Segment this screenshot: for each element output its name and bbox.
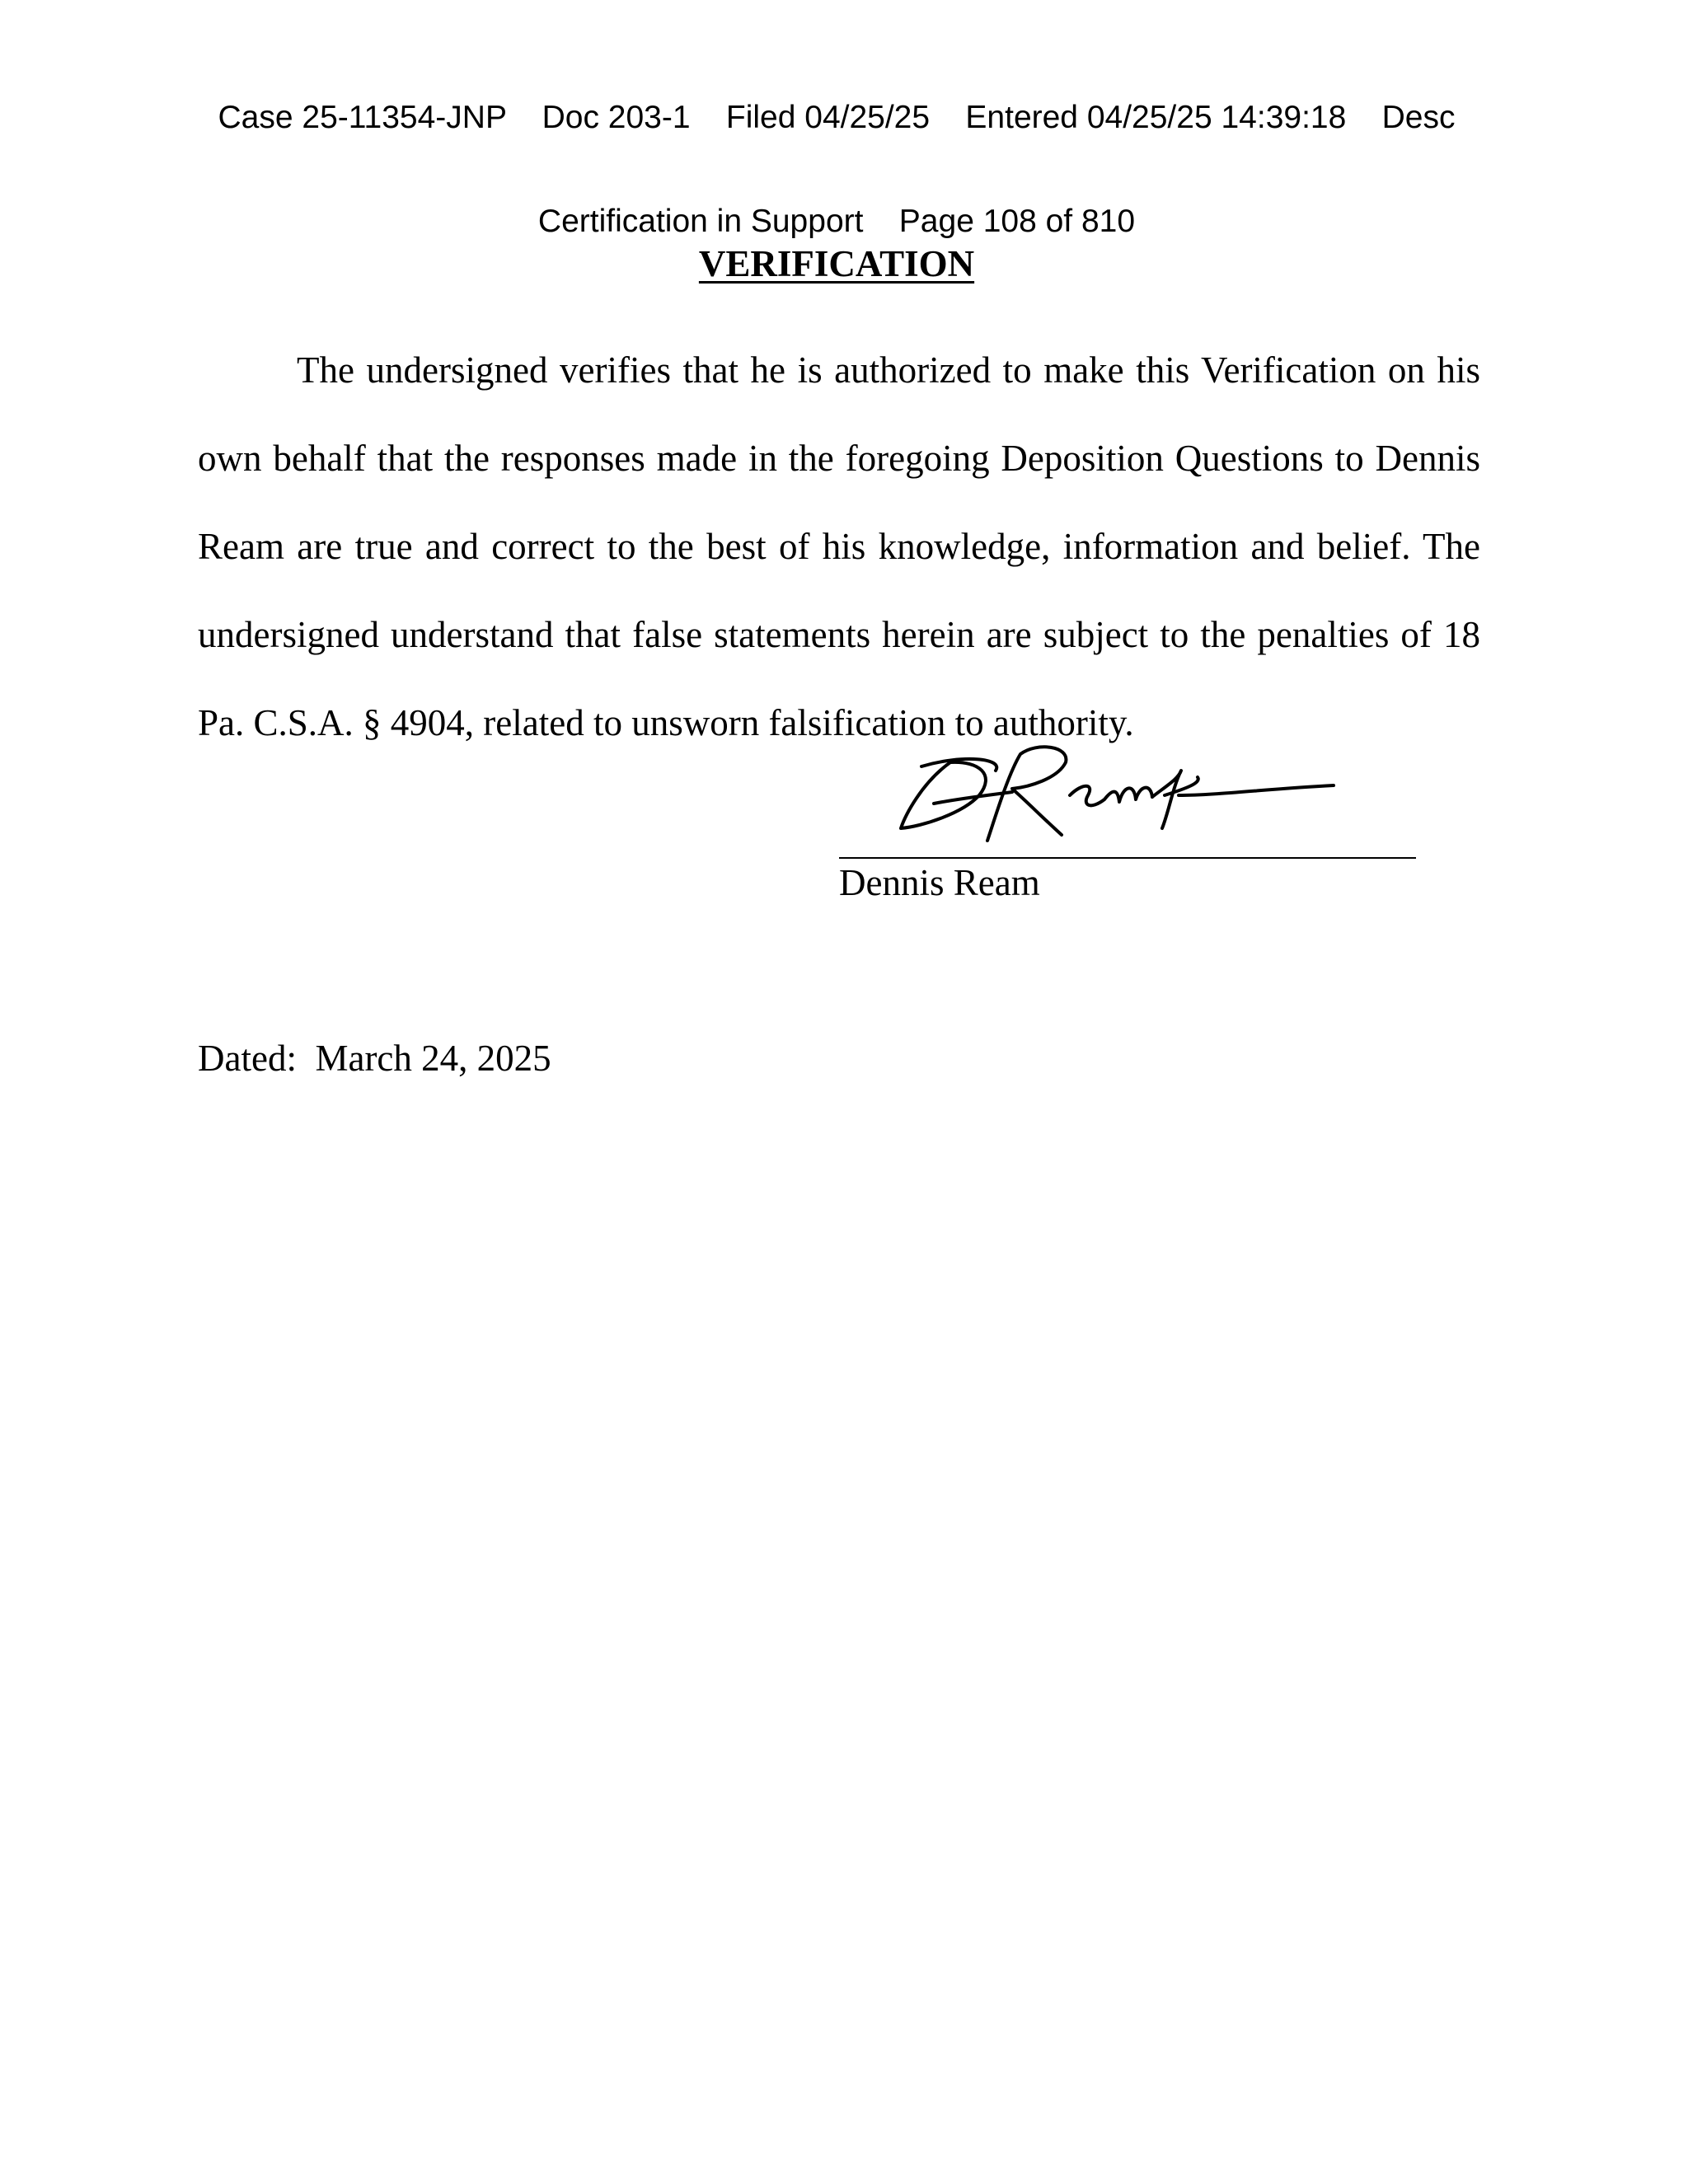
document-title: VERIFICATION bbox=[698, 243, 975, 284]
dated-label: Dated: bbox=[198, 1038, 297, 1079]
verification-paragraph: The undersigned verifies that he is authorized to make this Verification on his own behalf that the responses made in the foregoing Deposition Questions to Dennis Ream are true and correct to the best of his knowledge, information and belief. The undersigned understand that false statements herein are subject to the penalties of 18 Pa. C.S.A. § 4904, related to unsworn falsification to authority. bbox=[198, 349, 1480, 743]
signature-line bbox=[839, 857, 1416, 859]
dated-value: March 24, 2025 bbox=[315, 1038, 551, 1079]
handwritten-signature bbox=[872, 738, 1350, 853]
signer-name: Dennis Ream bbox=[839, 862, 1040, 903]
filing-header-line-1: Case 25-11354-JNP Doc 203-1 Filed 04/25/25 Entered 04/25/25 14:39:18 Desc bbox=[218, 100, 1456, 135]
filing-header bbox=[0, 31, 1673, 274]
filing-header-line-2: Certification in Support Page 108 of 810 bbox=[537, 204, 1136, 239]
dated-line bbox=[198, 1035, 551, 1081]
